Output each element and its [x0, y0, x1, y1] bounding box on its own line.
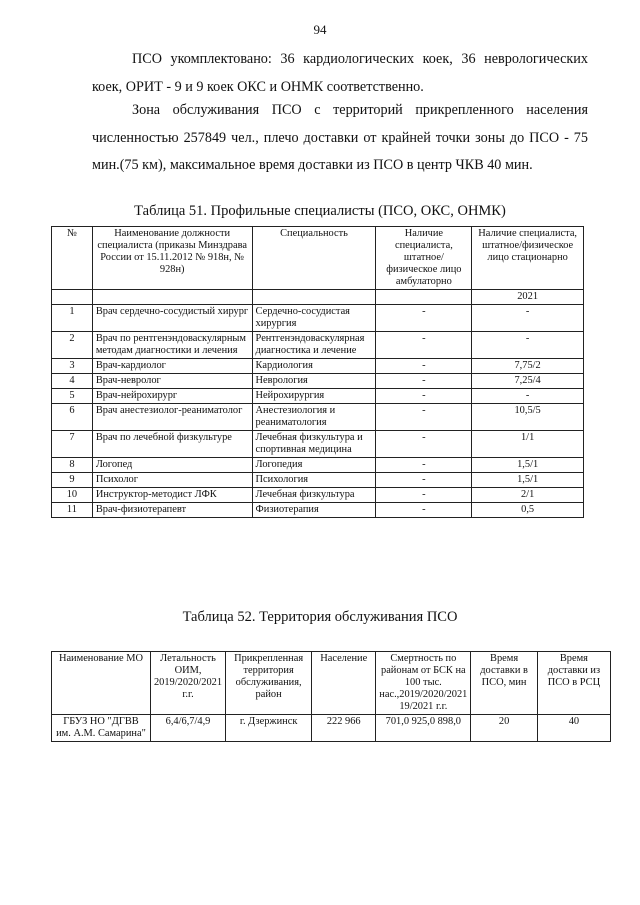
row-inpatient: -	[472, 389, 584, 404]
header-territory: Прикрепленная территория обслуживания, район	[226, 652, 312, 715]
table-row	[52, 488, 584, 503]
row-number: 11	[52, 503, 93, 518]
row-inpatient: 7,75/2	[472, 359, 584, 374]
row-number: 5	[52, 389, 93, 404]
row-outpatient: -	[376, 359, 472, 374]
table-row	[52, 359, 584, 374]
row-inpatient: 2/1	[472, 488, 584, 503]
header-inpatient: Наличие специалиста, штатное/физическое лицо стационарно	[472, 227, 584, 290]
header-specialty: Специальность	[252, 227, 376, 290]
header-bsk-mortality: Смертность по районам от БСК на 100 тыс. нас.,2019/2020/2021 19/2021 г.г.	[376, 652, 471, 715]
page-number: 94	[313, 22, 327, 37]
row-territory: г. Дзержинск	[226, 715, 312, 742]
table-row	[52, 431, 584, 458]
table-row	[52, 458, 584, 473]
row-outpatient: -	[376, 488, 472, 503]
header-mo: Наименование МО	[52, 652, 151, 715]
row-outpatient: -	[376, 458, 472, 473]
row-outpatient: -	[376, 473, 472, 488]
row-specialty: Сердечно-сосудистая хирургия	[252, 305, 376, 332]
year-row	[52, 290, 584, 305]
row-outpatient: -	[376, 431, 472, 458]
row-position: Врач-нейрохирург	[92, 389, 252, 404]
year-cell: 2021	[472, 290, 584, 305]
paragraph-service-zone: Зона обслуживания ПСО с территорий прикрепленного населения численностью 257849 чел., плечо доставки от крайней точки зоны до ПСО - 75 мин.(75 км), максимальное время доставки из ПСО в центр ЧКВ 40 мин.	[92, 102, 588, 173]
row-specialty: Лечебная физкультура	[252, 488, 376, 503]
row-number: 8	[52, 458, 93, 473]
row-outpatient: -	[376, 332, 472, 359]
row-outpatient: -	[376, 374, 472, 389]
row-inpatient: 1/1	[472, 431, 584, 458]
row-position: Врач сердечно-сосудистый хирург	[92, 305, 252, 332]
row-delivery-pso: 20	[471, 715, 537, 742]
header-delivery-pso: Время доставки в ПСО, мин	[471, 652, 537, 715]
table-row	[52, 715, 611, 742]
row-inpatient: -	[472, 332, 584, 359]
row-specialty: Рентгенэндоваскулярная диагностика и лечение	[252, 332, 376, 359]
row-position: Врач-невролог	[92, 374, 252, 389]
row-specialty: Анестезиология и реаниматология	[252, 404, 376, 431]
table-row	[52, 305, 584, 332]
table51-caption: Таблица 51. Профильные специалисты (ПСО, ОКС, ОНМК)	[134, 203, 506, 219]
row-number: 1	[52, 305, 93, 332]
table-row	[52, 503, 584, 518]
header-outpatient: Наличие специалиста, штатное/физическое лицо амбулаторно	[376, 227, 472, 290]
row-inpatient: 10,5/5	[472, 404, 584, 431]
row-delivery-rsc: 40	[537, 715, 610, 742]
row-mortality: 6,4/6,7/4,9	[150, 715, 225, 742]
table-header-row	[52, 227, 584, 290]
row-outpatient: -	[376, 305, 472, 332]
row-specialty: Психология	[252, 473, 376, 488]
header-delivery-rsc: Время доставки из ПСО в РСЦ	[537, 652, 610, 715]
row-number: 6	[52, 404, 93, 431]
row-position: Инструктор-методист ЛФК	[92, 488, 252, 503]
row-number: 4	[52, 374, 93, 389]
row-position: Психолог	[92, 473, 252, 488]
table52-caption: Таблица 52. Территория обслуживания ПСО	[182, 609, 458, 625]
row-specialty: Нейрохирургия	[252, 389, 376, 404]
table-header-row	[52, 652, 611, 715]
row-outpatient: -	[376, 404, 472, 431]
row-number: 9	[52, 473, 93, 488]
row-specialty: Лечебная физкультура и спортивная медицина	[252, 431, 376, 458]
row-number: 10	[52, 488, 93, 503]
header-number: №	[52, 227, 93, 290]
row-position: Врач-физиотерапевт	[92, 503, 252, 518]
row-position: Врач-кардиолог	[92, 359, 252, 374]
table-row	[52, 389, 584, 404]
table-row	[52, 374, 584, 389]
row-specialty: Физиотерапия	[252, 503, 376, 518]
row-population: 222 966	[312, 715, 376, 742]
paragraph-beds: ПСО укомплектовано: 36 кардиологических коек, 36 неврологических коек, ОРИТ - 9 и 9 коек ОКС и ОНМК соответственно.	[92, 51, 588, 95]
specialists-table	[51, 226, 584, 518]
row-outpatient: -	[376, 389, 472, 404]
table-row	[52, 473, 584, 488]
header-population: Население	[312, 652, 376, 715]
row-inpatient: -	[472, 305, 584, 332]
header-position: Наименование должности специалиста (приказы Минздрава России от 15.11.2012 № 918н, № 928н)	[92, 227, 252, 290]
row-number: 3	[52, 359, 93, 374]
row-inpatient: 7,25/4	[472, 374, 584, 389]
row-position: Врач по лечебной физкультуре	[92, 431, 252, 458]
table-row	[52, 404, 584, 431]
table-row	[52, 332, 584, 359]
row-bsk-mortality: 701,0 925,0 898,0	[376, 715, 471, 742]
row-position: Логопед	[92, 458, 252, 473]
row-position: Врач анестезиолог-реаниматолог	[92, 404, 252, 431]
row-number: 7	[52, 431, 93, 458]
territory-table	[51, 651, 611, 742]
row-number: 2	[52, 332, 93, 359]
header-mortality: Летальность ОИМ, 2019/2020/2021 г.г.	[150, 652, 225, 715]
row-specialty: Неврология	[252, 374, 376, 389]
row-position: Врач по рентгенэндоваскулярным методам диагностики и лечения	[92, 332, 252, 359]
row-inpatient: 1,5/1	[472, 473, 584, 488]
row-specialty: Кардиология	[252, 359, 376, 374]
row-inpatient: 1,5/1	[472, 458, 584, 473]
row-specialty: Логопедия	[252, 458, 376, 473]
row-outpatient: -	[376, 503, 472, 518]
row-mo: ГБУЗ НО "ДГВВ им. А.М. Самарина"	[52, 715, 151, 742]
row-inpatient: 0,5	[472, 503, 584, 518]
